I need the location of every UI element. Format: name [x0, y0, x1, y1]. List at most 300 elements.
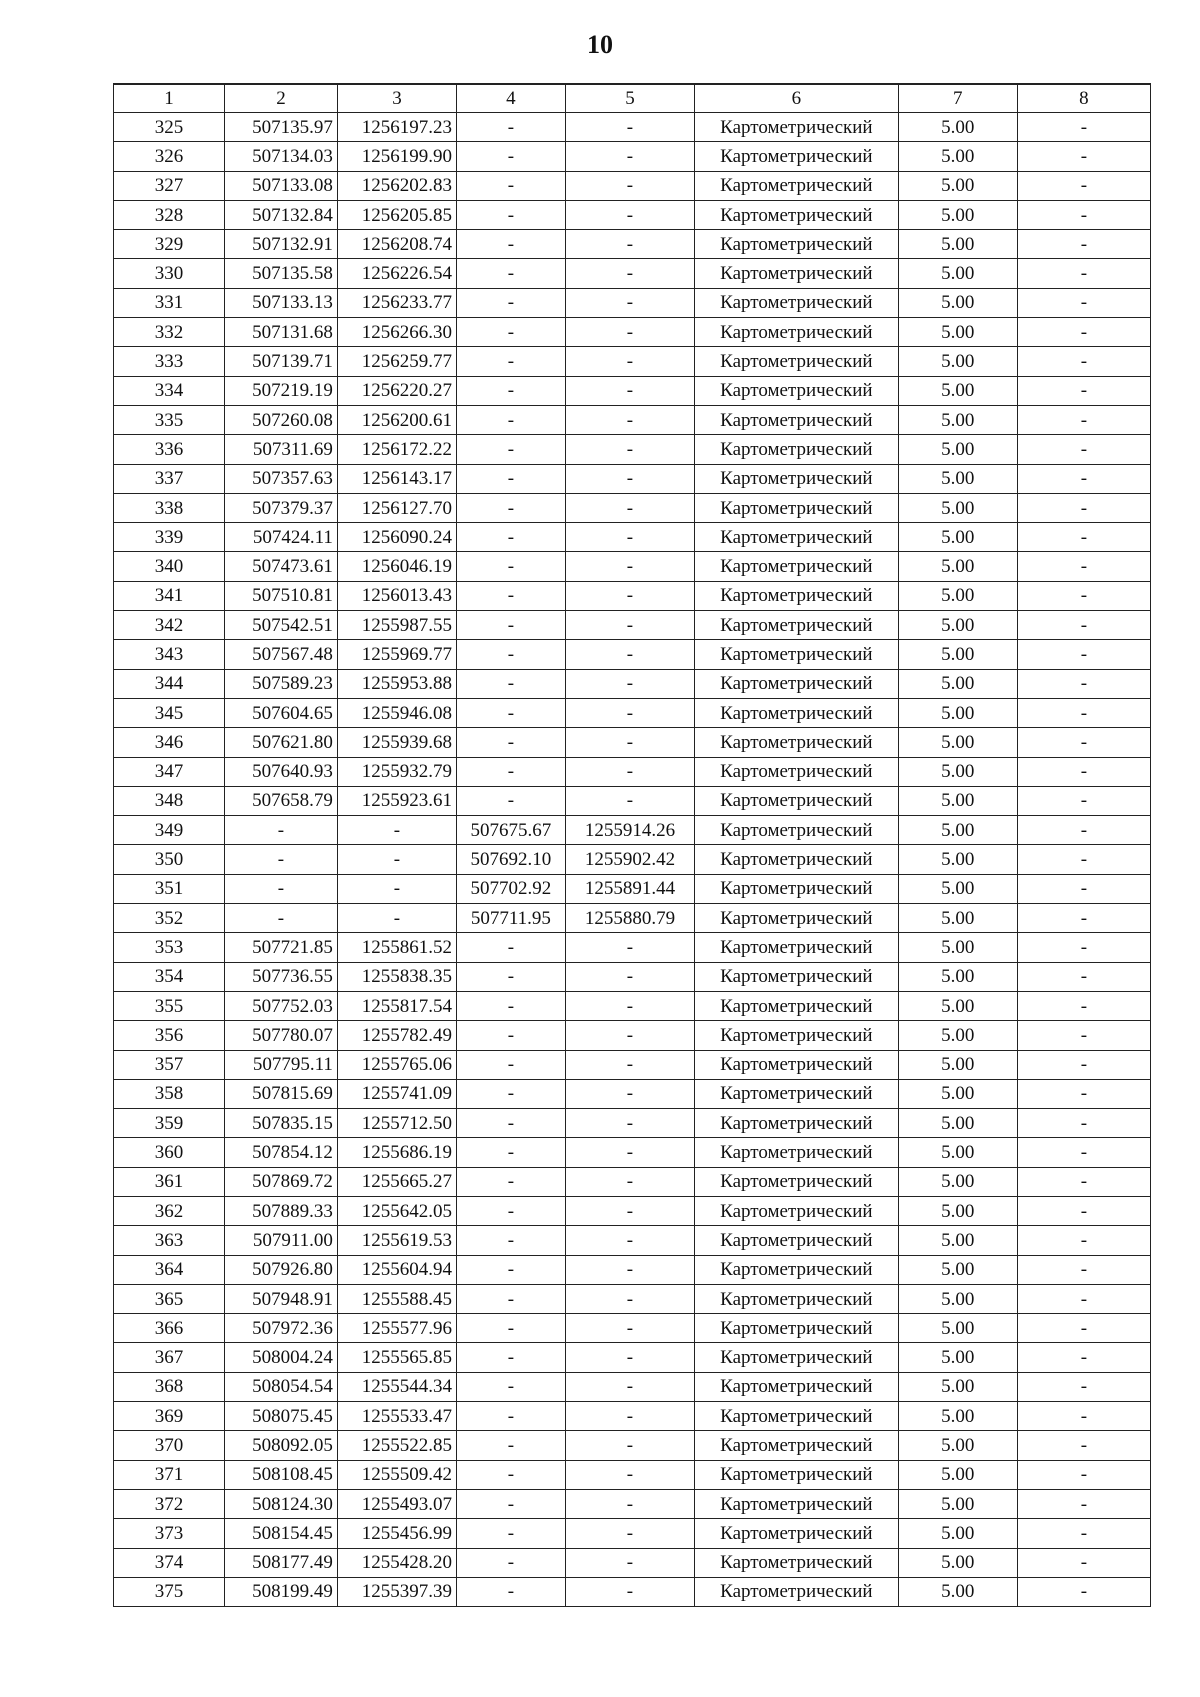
method-cell: Картометрический — [695, 376, 899, 405]
point-number-cell: 364 — [114, 1255, 225, 1284]
method-cell: Картометрический — [695, 728, 899, 757]
accuracy-cell: 5.00 — [898, 171, 1017, 200]
note-cell: - — [1017, 376, 1150, 405]
accuracy-cell: 5.00 — [898, 347, 1017, 376]
accuracy-cell: 5.00 — [898, 1548, 1017, 1577]
note-cell: - — [1017, 874, 1150, 903]
note-cell: - — [1017, 1489, 1150, 1518]
note-cell: - — [1017, 962, 1150, 991]
note-cell: - — [1017, 845, 1150, 874]
coord-y-cell: 1256046.19 — [337, 552, 456, 581]
accuracy-cell: 5.00 — [898, 1372, 1017, 1401]
coord-x-cell: 507721.85 — [224, 933, 337, 962]
coord-y-cell: 1255969.77 — [337, 640, 456, 669]
coord-x-cell: 507911.00 — [224, 1226, 337, 1255]
method-cell: Картометрический — [695, 786, 899, 815]
method-cell: Картометрический — [695, 904, 899, 933]
accuracy-cell: 5.00 — [898, 1577, 1017, 1606]
new-coord-x-cell: - — [456, 288, 565, 317]
new-coord-y-cell: - — [565, 581, 694, 610]
accuracy-cell: 5.00 — [898, 581, 1017, 610]
new-coord-x-cell: - — [456, 493, 565, 522]
coord-y-cell: 1255765.06 — [337, 1050, 456, 1079]
coord-y-cell: 1255456.99 — [337, 1519, 456, 1548]
point-number-cell: 330 — [114, 259, 225, 288]
point-number-cell: 372 — [114, 1489, 225, 1518]
method-cell: Картометрический — [695, 1050, 899, 1079]
method-cell: Картометрический — [695, 1548, 899, 1577]
table-row — [114, 1343, 1151, 1372]
note-cell: - — [1017, 230, 1150, 259]
note-cell: - — [1017, 991, 1150, 1020]
point-number-cell: 369 — [114, 1402, 225, 1431]
new-coord-y-cell: - — [565, 200, 694, 229]
accuracy-cell: 5.00 — [898, 1255, 1017, 1284]
table-row — [114, 347, 1151, 376]
accuracy-cell: 5.00 — [898, 376, 1017, 405]
coord-y-cell: - — [337, 874, 456, 903]
new-coord-y-cell: - — [565, 640, 694, 669]
accuracy-cell: 5.00 — [898, 200, 1017, 229]
method-cell: Картометрический — [695, 1109, 899, 1138]
point-number-cell: 346 — [114, 728, 225, 757]
table-row — [114, 962, 1151, 991]
coord-y-cell: 1255939.68 — [337, 728, 456, 757]
accuracy-cell: 5.00 — [898, 1284, 1017, 1313]
new-coord-x-cell: - — [456, 1167, 565, 1196]
column-header: 8 — [1017, 84, 1150, 113]
new-coord-x-cell: - — [456, 991, 565, 1020]
table-row — [114, 1519, 1151, 1548]
coord-x-cell: 507131.68 — [224, 318, 337, 347]
coord-y-cell: 1256200.61 — [337, 405, 456, 434]
accuracy-cell: 5.00 — [898, 1079, 1017, 1108]
table-row — [114, 113, 1151, 142]
new-coord-y-cell: - — [565, 1372, 694, 1401]
coord-x-cell: 507815.69 — [224, 1079, 337, 1108]
coord-y-cell: 1255565.85 — [337, 1343, 456, 1372]
note-cell: - — [1017, 1196, 1150, 1225]
coord-x-cell: 507139.71 — [224, 347, 337, 376]
note-cell: - — [1017, 933, 1150, 962]
table-row — [114, 1402, 1151, 1431]
new-coord-x-cell: 507711.95 — [456, 904, 565, 933]
note-cell: - — [1017, 1226, 1150, 1255]
note-cell: - — [1017, 171, 1150, 200]
accuracy-cell: 5.00 — [898, 728, 1017, 757]
accuracy-cell: 5.00 — [898, 816, 1017, 845]
table-row — [114, 288, 1151, 317]
accuracy-cell: 5.00 — [898, 1489, 1017, 1518]
coord-x-cell: 507133.08 — [224, 171, 337, 200]
coord-y-cell: 1256208.74 — [337, 230, 456, 259]
coord-x-cell: 508124.30 — [224, 1489, 337, 1518]
coord-x-cell: 507604.65 — [224, 698, 337, 727]
method-cell: Картометрический — [695, 1372, 899, 1401]
coord-x-cell: 507795.11 — [224, 1050, 337, 1079]
accuracy-cell: 5.00 — [898, 669, 1017, 698]
coord-x-cell: 508054.54 — [224, 1372, 337, 1401]
new-coord-y-cell: 1255891.44 — [565, 874, 694, 903]
coord-y-cell: 1255642.05 — [337, 1196, 456, 1225]
point-number-cell: 328 — [114, 200, 225, 229]
method-cell: Картометрический — [695, 669, 899, 698]
new-coord-x-cell: - — [456, 1050, 565, 1079]
table-row — [114, 552, 1151, 581]
method-cell: Картометрический — [695, 1255, 899, 1284]
new-coord-y-cell: - — [565, 1284, 694, 1313]
coord-y-cell: 1256143.17 — [337, 464, 456, 493]
new-coord-y-cell: - — [565, 1519, 694, 1548]
new-coord-x-cell: - — [456, 1431, 565, 1460]
method-cell: Картометрический — [695, 230, 899, 259]
accuracy-cell: 5.00 — [898, 1021, 1017, 1050]
new-coord-x-cell: - — [456, 376, 565, 405]
table-row — [114, 435, 1151, 464]
page-number: 10 — [587, 30, 613, 59]
accuracy-cell: 5.00 — [898, 230, 1017, 259]
note-cell: - — [1017, 113, 1150, 142]
note-cell: - — [1017, 493, 1150, 522]
new-coord-y-cell: 1255880.79 — [565, 904, 694, 933]
coord-y-cell: 1255861.52 — [337, 933, 456, 962]
new-coord-x-cell: 507675.67 — [456, 816, 565, 845]
note-cell: - — [1017, 405, 1150, 434]
table-header-row — [114, 84, 1151, 113]
new-coord-y-cell: - — [565, 1343, 694, 1372]
coord-y-cell: 1255946.08 — [337, 698, 456, 727]
accuracy-cell: 5.00 — [898, 318, 1017, 347]
new-coord-y-cell: - — [565, 435, 694, 464]
point-number-cell: 361 — [114, 1167, 225, 1196]
note-cell: - — [1017, 640, 1150, 669]
new-coord-x-cell: - — [456, 698, 565, 727]
coord-x-cell: 507424.11 — [224, 523, 337, 552]
method-cell: Картометрический — [695, 1196, 899, 1225]
point-number-cell: 351 — [114, 874, 225, 903]
accuracy-cell: 5.00 — [898, 464, 1017, 493]
method-cell: Картометрический — [695, 200, 899, 229]
point-number-cell: 339 — [114, 523, 225, 552]
table-row — [114, 845, 1151, 874]
coord-y-cell: 1256205.85 — [337, 200, 456, 229]
accuracy-cell: 5.00 — [898, 259, 1017, 288]
coord-x-cell: 508075.45 — [224, 1402, 337, 1431]
method-cell: Картометрический — [695, 581, 899, 610]
coord-y-cell: 1255397.39 — [337, 1577, 456, 1606]
note-cell: - — [1017, 581, 1150, 610]
note-cell: - — [1017, 464, 1150, 493]
method-cell: Картометрический — [695, 1021, 899, 1050]
coord-y-cell: 1256172.22 — [337, 435, 456, 464]
accuracy-cell: 5.00 — [898, 640, 1017, 669]
table-row — [114, 1226, 1151, 1255]
new-coord-x-cell: - — [456, 1079, 565, 1108]
method-cell: Картометрический — [695, 1343, 899, 1372]
point-number-cell: 329 — [114, 230, 225, 259]
new-coord-y-cell: - — [565, 1431, 694, 1460]
coord-x-cell: 507780.07 — [224, 1021, 337, 1050]
new-coord-x-cell: - — [456, 1402, 565, 1431]
coord-y-cell: 1256199.90 — [337, 142, 456, 171]
coord-x-cell: 507132.84 — [224, 200, 337, 229]
table-row — [114, 1255, 1151, 1284]
method-cell: Картометрический — [695, 1577, 899, 1606]
coord-y-cell: 1255686.19 — [337, 1138, 456, 1167]
new-coord-y-cell: - — [565, 288, 694, 317]
coord-x-cell: 507473.61 — [224, 552, 337, 581]
coord-x-cell: 507640.93 — [224, 757, 337, 786]
new-coord-y-cell: - — [565, 171, 694, 200]
new-coord-y-cell: - — [565, 962, 694, 991]
column-header: 6 — [695, 84, 899, 113]
note-cell: - — [1017, 288, 1150, 317]
new-coord-x-cell: - — [456, 552, 565, 581]
coord-x-cell: 507542.51 — [224, 611, 337, 640]
new-coord-x-cell: 507692.10 — [456, 845, 565, 874]
point-number-cell: 345 — [114, 698, 225, 727]
coord-y-cell: 1255953.88 — [337, 669, 456, 698]
new-coord-y-cell: - — [565, 1138, 694, 1167]
new-coord-y-cell: - — [565, 523, 694, 552]
point-number-cell: 350 — [114, 845, 225, 874]
accuracy-cell: 5.00 — [898, 611, 1017, 640]
note-cell: - — [1017, 728, 1150, 757]
new-coord-x-cell: - — [456, 1109, 565, 1138]
accuracy-cell: 5.00 — [898, 1109, 1017, 1138]
note-cell: - — [1017, 669, 1150, 698]
new-coord-y-cell: - — [565, 1109, 694, 1138]
method-cell: Картометрический — [695, 435, 899, 464]
table-row — [114, 581, 1151, 610]
method-cell: Картометрический — [695, 611, 899, 640]
method-cell: Картометрический — [695, 698, 899, 727]
new-coord-x-cell: - — [456, 669, 565, 698]
note-cell: - — [1017, 1050, 1150, 1079]
column-header: 5 — [565, 84, 694, 113]
new-coord-x-cell: - — [456, 171, 565, 200]
point-number-cell: 327 — [114, 171, 225, 200]
coord-x-cell: 508154.45 — [224, 1519, 337, 1548]
column-header: 7 — [898, 84, 1017, 113]
new-coord-x-cell: - — [456, 347, 565, 376]
method-cell: Картометрический — [695, 845, 899, 874]
note-cell: - — [1017, 1519, 1150, 1548]
table-row — [114, 728, 1151, 757]
note-cell: - — [1017, 1577, 1150, 1606]
coord-x-cell: 507357.63 — [224, 464, 337, 493]
table-row — [114, 1548, 1151, 1577]
table-row — [114, 1079, 1151, 1108]
coord-y-cell: 1256233.77 — [337, 288, 456, 317]
new-coord-y-cell: - — [565, 1577, 694, 1606]
column-header: 4 — [456, 84, 565, 113]
method-cell: Картометрический — [695, 1431, 899, 1460]
note-cell: - — [1017, 1431, 1150, 1460]
new-coord-x-cell: - — [456, 1021, 565, 1050]
accuracy-cell: 5.00 — [898, 1138, 1017, 1167]
point-number-cell: 358 — [114, 1079, 225, 1108]
point-number-cell: 356 — [114, 1021, 225, 1050]
new-coord-y-cell: - — [565, 991, 694, 1020]
accuracy-cell: 5.00 — [898, 1460, 1017, 1489]
table-row — [114, 1372, 1151, 1401]
new-coord-y-cell: - — [565, 405, 694, 434]
table-row — [114, 816, 1151, 845]
new-coord-y-cell: - — [565, 347, 694, 376]
coord-x-cell: 507567.48 — [224, 640, 337, 669]
note-cell: - — [1017, 347, 1150, 376]
point-number-cell: 343 — [114, 640, 225, 669]
point-number-cell: 334 — [114, 376, 225, 405]
new-coord-y-cell: - — [565, 376, 694, 405]
note-cell: - — [1017, 259, 1150, 288]
method-cell: Картометрический — [695, 113, 899, 142]
coord-x-cell: 507311.69 — [224, 435, 337, 464]
coord-y-cell: 1255544.34 — [337, 1372, 456, 1401]
note-cell: - — [1017, 1284, 1150, 1313]
coord-y-cell: 1255588.45 — [337, 1284, 456, 1313]
new-coord-x-cell: - — [456, 728, 565, 757]
coord-y-cell: 1256266.30 — [337, 318, 456, 347]
new-coord-y-cell: - — [565, 786, 694, 815]
new-coord-x-cell: - — [456, 464, 565, 493]
table-row — [114, 1314, 1151, 1343]
new-coord-y-cell: - — [565, 113, 694, 142]
method-cell: Картометрический — [695, 1079, 899, 1108]
point-number-cell: 347 — [114, 757, 225, 786]
note-cell: - — [1017, 1343, 1150, 1372]
new-coord-y-cell: - — [565, 1050, 694, 1079]
table-row — [114, 933, 1151, 962]
table-body — [114, 84, 1151, 1607]
method-cell: Картометрический — [695, 962, 899, 991]
method-cell: Картометрический — [695, 493, 899, 522]
point-number-cell: 355 — [114, 991, 225, 1020]
new-coord-y-cell: - — [565, 611, 694, 640]
accuracy-cell: 5.00 — [898, 933, 1017, 962]
new-coord-y-cell: - — [565, 493, 694, 522]
method-cell: Картометрический — [695, 874, 899, 903]
accuracy-cell: 5.00 — [898, 552, 1017, 581]
method-cell: Картометрический — [695, 933, 899, 962]
new-coord-x-cell: - — [456, 318, 565, 347]
point-number-cell: 336 — [114, 435, 225, 464]
new-coord-x-cell: - — [456, 1255, 565, 1284]
accuracy-cell: 5.00 — [898, 1167, 1017, 1196]
coord-y-cell: - — [337, 816, 456, 845]
table-row — [114, 464, 1151, 493]
point-number-cell: 344 — [114, 669, 225, 698]
coord-x-cell: 507621.80 — [224, 728, 337, 757]
point-number-cell: 331 — [114, 288, 225, 317]
coord-x-cell: 507219.19 — [224, 376, 337, 405]
method-cell: Картометрический — [695, 552, 899, 581]
table-row — [114, 142, 1151, 171]
new-coord-x-cell: - — [456, 1138, 565, 1167]
note-cell: - — [1017, 611, 1150, 640]
accuracy-cell: 5.00 — [898, 904, 1017, 933]
column-header: 1 — [114, 84, 225, 113]
note-cell: - — [1017, 786, 1150, 815]
new-coord-x-cell: - — [456, 435, 565, 464]
note-cell: - — [1017, 142, 1150, 171]
accuracy-cell: 5.00 — [898, 523, 1017, 552]
coord-y-cell: 1255533.47 — [337, 1402, 456, 1431]
method-cell: Картометрический — [695, 757, 899, 786]
note-cell: - — [1017, 1021, 1150, 1050]
note-cell: - — [1017, 1079, 1150, 1108]
note-cell: - — [1017, 1138, 1150, 1167]
note-cell: - — [1017, 1402, 1150, 1431]
method-cell: Картометрический — [695, 1519, 899, 1548]
coord-x-cell: 507133.13 — [224, 288, 337, 317]
coordinates-table — [113, 83, 1151, 1607]
point-number-cell: 353 — [114, 933, 225, 962]
point-number-cell: 374 — [114, 1548, 225, 1577]
new-coord-y-cell: - — [565, 1460, 694, 1489]
new-coord-y-cell: 1255902.42 — [565, 845, 694, 874]
coord-y-cell: 1256259.77 — [337, 347, 456, 376]
new-coord-x-cell: - — [456, 200, 565, 229]
method-cell: Картометрический — [695, 1226, 899, 1255]
table-row — [114, 991, 1151, 1020]
new-coord-y-cell: - — [565, 464, 694, 493]
point-number-cell: 357 — [114, 1050, 225, 1079]
accuracy-cell: 5.00 — [898, 1050, 1017, 1079]
new-coord-x-cell: - — [456, 142, 565, 171]
coord-y-cell: 1255665.27 — [337, 1167, 456, 1196]
point-number-cell: 332 — [114, 318, 225, 347]
table-row — [114, 405, 1151, 434]
table-row — [114, 874, 1151, 903]
coord-x-cell: 507926.80 — [224, 1255, 337, 1284]
accuracy-cell: 5.00 — [898, 698, 1017, 727]
new-coord-x-cell: - — [456, 786, 565, 815]
table-row — [114, 200, 1151, 229]
new-coord-y-cell: - — [565, 757, 694, 786]
new-coord-x-cell: - — [456, 113, 565, 142]
coord-x-cell: 508092.05 — [224, 1431, 337, 1460]
new-coord-y-cell: - — [565, 1548, 694, 1577]
point-number-cell: 333 — [114, 347, 225, 376]
point-number-cell: 337 — [114, 464, 225, 493]
accuracy-cell: 5.00 — [898, 874, 1017, 903]
point-number-cell: 349 — [114, 816, 225, 845]
coord-x-cell: 507752.03 — [224, 991, 337, 1020]
point-number-cell: 366 — [114, 1314, 225, 1343]
accuracy-cell: 5.00 — [898, 405, 1017, 434]
coord-y-cell: 1255509.42 — [337, 1460, 456, 1489]
new-coord-y-cell: - — [565, 230, 694, 259]
new-coord-y-cell: - — [565, 728, 694, 757]
new-coord-x-cell: - — [456, 1314, 565, 1343]
new-coord-x-cell: - — [456, 1577, 565, 1606]
method-cell: Картометрический — [695, 523, 899, 552]
coord-y-cell: 1255577.96 — [337, 1314, 456, 1343]
accuracy-cell: 5.00 — [898, 1431, 1017, 1460]
coord-y-cell: 1255619.53 — [337, 1226, 456, 1255]
new-coord-x-cell: - — [456, 933, 565, 962]
new-coord-x-cell: - — [456, 757, 565, 786]
new-coord-x-cell: - — [456, 1519, 565, 1548]
new-coord-y-cell: - — [565, 1402, 694, 1431]
accuracy-cell: 5.00 — [898, 435, 1017, 464]
table-row — [114, 1167, 1151, 1196]
note-cell: - — [1017, 904, 1150, 933]
coord-x-cell: 507736.55 — [224, 962, 337, 991]
coord-x-cell: 507132.91 — [224, 230, 337, 259]
